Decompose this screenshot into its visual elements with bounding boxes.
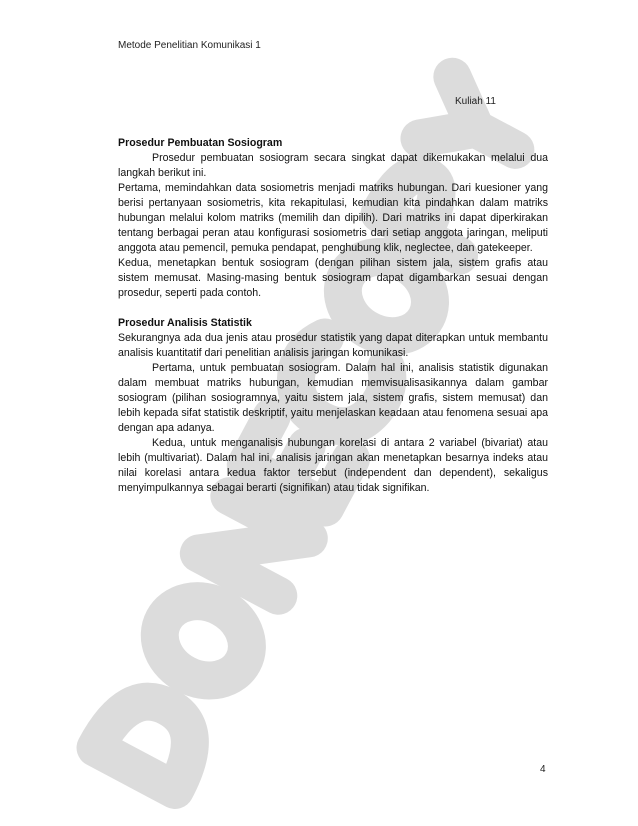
document-body	[118, 136, 548, 496]
paragraph: Kedua, untuk menganalisis hubungan korelasi di antara 2 variabel (bivariat) atau lebih (multivariat). Dalam hal ini, analisis jaringan akan menetapkan besarnya indeks atau nilai korelasi antara kedua faktor tersebut (independent dan dependent), sekaligus menyimpulkannya sebagai berarti (signifikan) atau tidak signifikan.	[118, 437, 548, 494]
section-heading-statistics: Prosedur Analisis Statistik	[118, 317, 252, 329]
document-header: Metode Penelitian Komunikasi 1	[118, 40, 261, 51]
paragraph: Sekurangnya ada dua jenis atau prosedur statistik yang dapat diterapkan untuk membantu analisis kuantitatif dari penelitian analisis jaringan komunikasi.	[118, 332, 548, 359]
page-number: 4	[540, 764, 546, 775]
paragraph: Pertama, memindahkan data sosiometris menjadi matriks hubungan. Dari kuesioner yang berisi pertanyaan sosiometris, kita rekapitulasi, kemudian kita pindahkan dalam matriks hubungan melalui kolom matriks (memilih dan dipilih). Dari matriks ini dapat diperkirakan tentang berbagai peran atau konfigurasi sosiometris dari setiap anggota jaringan, meliputi anggota atau pemencil, pemuka pendapat, penghubung klik, neglectee, dan gatekeeper.	[118, 182, 548, 254]
paragraph: Pertama, untuk pembuatan sosiogram. Dalam hal ini, analisis statistik digunakan dalam membuat matriks hubungan, kemudian memvisualisasikannya dalam gambar sosiogram (pilihan sosiogramnya, yaitu sistem jala, sistem grafis, sistem memusat) dan lebih kepada sifat statistik deskriptif, yaitu menjelaskan keadaan atau fenomena sesuai apa dengan apa adanya.	[118, 362, 548, 434]
section-heading-sociogram: Prosedur Pembuatan Sosiogram	[118, 137, 283, 149]
paragraph: Kedua, menetapkan bentuk sosiogram (dengan pilihan sistem jala, sistem grafis atau sistem memusat. Masing-masing bentuk sosiogram dapat digambarkan sesuai dengan prosedur, seperti pada contoh.	[118, 257, 548, 299]
section-spacer	[118, 301, 548, 316]
lecture-number: Kuliah 11	[455, 96, 496, 107]
paragraph: Prosedur pembuatan sosiogram secara singkat dapat dikemukakan melalui dua langkah berikut ini.	[118, 152, 548, 179]
